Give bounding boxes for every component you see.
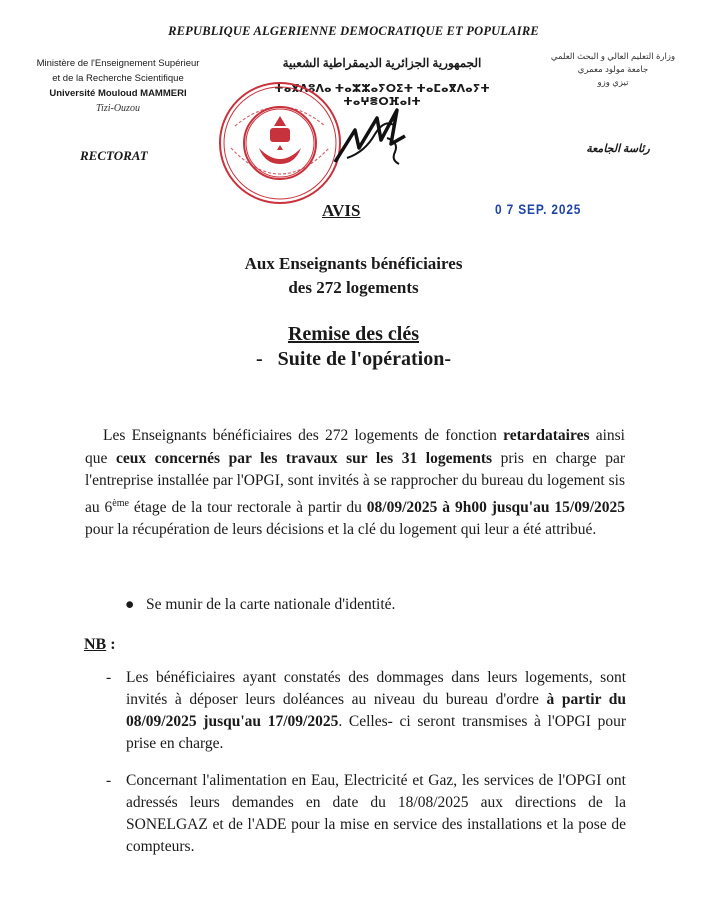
addressee-line1: Aux Enseignants bénéficiaires — [244, 254, 463, 273]
institution-header — [18, 56, 218, 116]
arabic-institution-header — [528, 50, 698, 89]
bullet-text: Se munir de la carte nationale d'identité. — [146, 596, 396, 613]
arabic-rectorat-label: رئاسة الجامعة — [586, 143, 650, 155]
dash-icon: - — [106, 772, 112, 789]
paragraph-bold: retardataires — [503, 427, 590, 444]
subject-dash: - — [255, 348, 263, 370]
date-stamp: 0 7 SEP. 2025 — [495, 201, 582, 217]
paragraph-text: ainsi que — [85, 427, 625, 467]
paragraph-text: étage de la tour rectorale à partir du — [128, 498, 367, 516]
rectorat-label: RECTORAT — [80, 148, 148, 163]
main-paragraph — [85, 425, 625, 542]
dash-icon: - — [106, 669, 112, 686]
nb-item-text: Concernant l'alimentation en Eau, Electricité et Gaz, les services de l'OPGI ont adressés leurs demandes en date du 18/08/2025 aux directions de la SONELGAZ et de l'ADE pour la mise en service des installations et la pose de compteurs. — [126, 772, 626, 855]
arabic-university: جامعة مولود معمري — [577, 64, 649, 74]
addressee — [0, 252, 707, 300]
ministry-line1: Ministère de l'Enseignement Supérieur — [36, 58, 200, 69]
ministry-line2: et de la Recherche Scientifique — [52, 73, 184, 84]
paragraph-text: pris en charge par l'entreprise installée par l'OPGI, sont invités à se rapprocher du bureau du logement sis au 6 — [85, 449, 625, 516]
tifinagh-republic-title: ⵜⴰⴳⴷⵓⴷⴰ ⵜⴰⵣⵣⴰⵢⵔⵉⵜ ⵜⴰⵎⴰⴳⴷⴰⵢⵜ ⵜⴰⵖⴻⵔⴼⴰⵏⵜ — [274, 83, 490, 108]
arabic-ministry: وزارة التعليم العالي و البحث العلمي — [550, 51, 676, 61]
bullet-item — [125, 596, 395, 614]
paragraph-text: Les Enseignants bénéficiaires des 272 logements de fonction — [103, 427, 504, 444]
bullet-dot-icon: ● — [125, 596, 146, 613]
city-name: Tizi-Ouzou — [96, 103, 140, 114]
nb-item-text: . Celles- ci seront transmises à l'OPGI pour prise en charge. — [126, 713, 626, 752]
university-name: Université Mouloud MAMMERI — [49, 88, 187, 99]
paragraph-text: pour la récupération de leurs décisions et la clé du logement qui leur a été attribué. — [85, 521, 597, 539]
nb-item-bold: à partir du 08/09/2025 jusqu'au 17/09/2025 — [126, 691, 627, 730]
nb-item-text: Les bénéficiaires ayant constatés des dommages dans leurs logements, sont invités à déposer leurs doléances au niveau du bureau d'ordre — [126, 669, 626, 708]
nb-item-2 — [106, 770, 626, 858]
subject-line2 — [0, 347, 707, 372]
notice-title: AVIS — [322, 201, 361, 220]
addressee-line2: des 272 logements — [288, 278, 419, 297]
nb-heading — [84, 636, 116, 654]
arabic-republic-title: الجمهورية الجزائرية الديمقراطية الشعبية — [282, 56, 482, 70]
arabic-city: تيزي وزو — [597, 77, 629, 87]
nb-colon: : — [106, 636, 116, 653]
nb-label: NB — [84, 636, 107, 653]
republic-title: REPUBLIQUE ALGERIENNE DEMOCRATIQUE ET POPULAIRE — [168, 24, 539, 38]
subject-line1: Remise des clés — [287, 323, 420, 345]
superscript: ème — [112, 497, 129, 509]
signature-icon — [325, 100, 415, 180]
subject-line2-text: Suite de l'opération- — [277, 348, 451, 370]
paragraph-bold-dates: 08/09/2025 à 9h00 jusqu'au 15/09/2025 — [366, 498, 625, 516]
subject — [0, 322, 707, 372]
paragraph-bold: ceux concernés par les travaux sur les 31 logements — [115, 449, 493, 467]
nb-item-1 — [106, 667, 626, 755]
